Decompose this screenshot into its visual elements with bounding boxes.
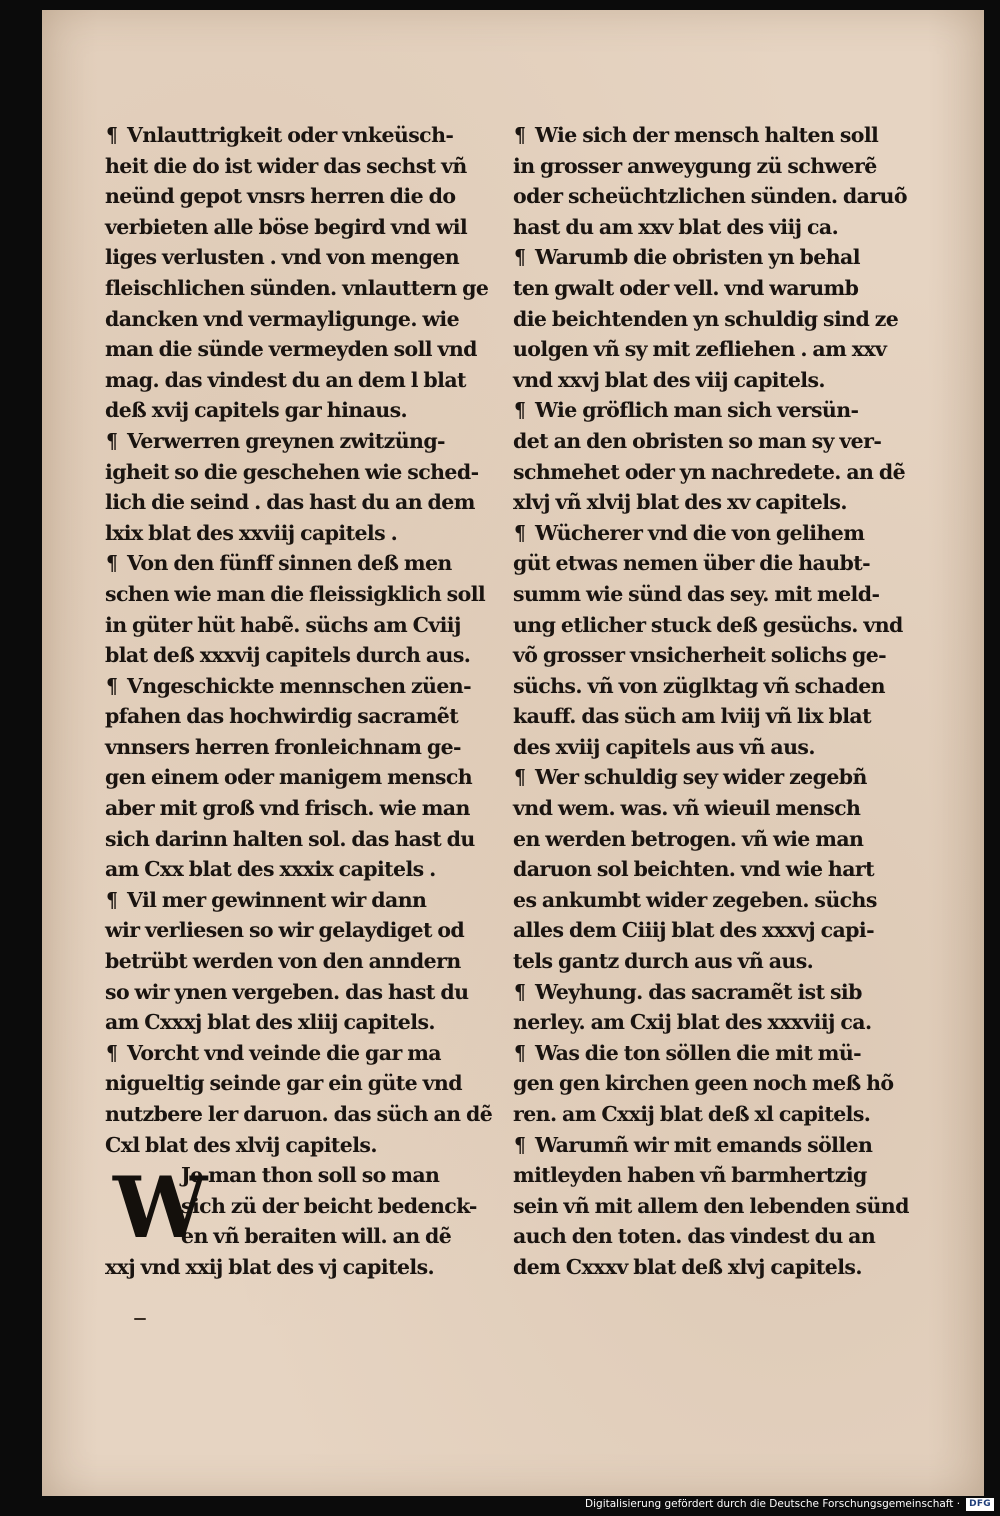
line-text: vnd wem. was. vñ wieuil mensch <box>513 796 861 821</box>
text-line <box>513 762 943 793</box>
line-text: am Cxx blat des xxxix capitels . <box>105 857 436 882</box>
line-text: es ankumbt wider zegeben. süchs <box>513 887 877 912</box>
text-line <box>105 151 535 182</box>
line-text: in güter hüt habẽ. süchs am Cviij <box>105 612 461 637</box>
line-text: schen wie man die fleissigklich soll <box>105 581 486 606</box>
text-line <box>105 181 535 212</box>
line-text: so wir ynen vergeben. das hast du <box>105 979 469 1004</box>
line-text: in grosser anweygung zü schwerẽ <box>513 153 877 178</box>
line-text: Vngeschickte mennschen züen- <box>127 673 471 698</box>
line-text: die beichtenden yn schuldig sind ze <box>513 306 899 331</box>
index-entry <box>105 1160 535 1282</box>
line-text: gen gen kirchen geen noch meß hõ <box>513 1071 894 1096</box>
text-line <box>513 1130 943 1161</box>
line-text: uolgen vñ sy mit zefliehen . am xxv <box>513 337 887 362</box>
paragraph-mark-icon: ¶ <box>106 673 118 698</box>
index-entry <box>513 977 943 1038</box>
index-entry <box>513 762 943 976</box>
text-line <box>513 946 943 977</box>
line-text: dancken vnd vermayligunge. wie <box>105 306 460 331</box>
line-text: Was die ton söllen die mit mü- <box>535 1040 862 1065</box>
index-entry <box>513 120 943 242</box>
paragraph-mark-icon: ¶ <box>106 1040 118 1065</box>
text-line <box>513 579 943 610</box>
text-line <box>105 762 535 793</box>
text-line <box>513 1099 943 1130</box>
text-line <box>513 548 943 579</box>
line-text: fleischlichen sünden. vnlauttern ge <box>105 275 489 300</box>
paragraph-mark-icon: ¶ <box>106 428 118 453</box>
right-text-column <box>513 120 943 1283</box>
line-text: vnd xxvj blat des viij capitels. <box>513 367 825 392</box>
text-line <box>513 181 943 212</box>
index-entry <box>105 120 535 426</box>
text-line <box>105 334 535 365</box>
line-text: verbieten alle böse begird vnd wil <box>105 214 468 239</box>
digitization-footer <box>585 1494 994 1514</box>
line-text: betrübt werden von den anndern <box>105 949 461 974</box>
text-line <box>513 487 943 518</box>
text-line <box>105 824 535 855</box>
text-line <box>105 548 535 579</box>
line-text: Je man thon soll so man <box>181 1163 440 1188</box>
index-entry <box>105 426 535 548</box>
paragraph-mark-icon: ¶ <box>514 765 526 790</box>
text-line <box>513 365 943 396</box>
text-line <box>105 854 535 885</box>
line-text: deß xvij capitels gar hinaus. <box>105 398 408 423</box>
line-text: wir verliesen so wir gelaydiget od <box>105 918 465 943</box>
text-line <box>105 885 535 916</box>
index-entry <box>513 1038 943 1130</box>
text-line <box>513 1221 943 1252</box>
text-line <box>513 915 943 946</box>
paragraph-mark-icon: ¶ <box>514 245 526 270</box>
text-line <box>513 793 943 824</box>
line-text: võ grosser vnsicherheit solichs ge- <box>513 643 887 668</box>
paragraph-mark-icon: ¶ <box>514 979 526 1004</box>
text-line <box>105 395 535 426</box>
text-line <box>513 120 943 151</box>
index-entry <box>105 548 535 670</box>
line-text: xlvj vñ xlvij blat des xv capitels. <box>513 490 847 515</box>
line-text: sein vñ mit allem den lebenden sünd <box>513 1193 909 1218</box>
text-line <box>105 946 535 977</box>
line-text: sich zü der beicht bedenck- <box>181 1193 477 1218</box>
line-text: lich die seind . das hast du an dem <box>105 490 475 515</box>
text-line <box>513 1007 943 1038</box>
text-line <box>105 1130 535 1161</box>
text-line <box>513 334 943 365</box>
line-text: daruon sol beichten. vnd wie hart <box>513 857 874 882</box>
text-line <box>513 977 943 1008</box>
text-line <box>105 915 535 946</box>
text-line <box>513 395 943 426</box>
text-line <box>513 1252 943 1283</box>
margin-ink-mark <box>134 1318 146 1320</box>
line-text: süchs. vñ von züglktag vñ schaden <box>513 673 885 698</box>
paragraph-mark-icon: ¶ <box>514 123 526 147</box>
text-line <box>105 1099 535 1130</box>
line-text: gen einem oder manigem mensch <box>105 765 473 790</box>
line-text: Weyhung. das sacramẽt ist sib <box>535 979 862 1004</box>
text-line <box>513 854 943 885</box>
index-entry <box>105 671 535 885</box>
line-text: Wer schuldig sey wider zegebñ <box>535 765 867 790</box>
text-line <box>513 457 943 488</box>
text-line <box>105 977 535 1008</box>
line-text: am Cxxxj blat des xliij capitels. <box>105 1010 435 1035</box>
line-text: nigueltig seinde gar ein güte vnd <box>105 1071 462 1096</box>
line-text: sich darinn halten sol. das hast du <box>105 826 475 851</box>
index-entry <box>513 395 943 517</box>
line-text: auch den toten. das vindest du an <box>513 1224 876 1249</box>
line-text: heit die do ist wider das sechst vñ <box>105 153 467 178</box>
text-line <box>513 1160 943 1191</box>
paragraph-mark-icon: ¶ <box>514 520 526 545</box>
line-text: pfahen das hochwirdig sacramẽt <box>105 704 459 729</box>
line-text: Cxl blat des xlvij capitels. <box>105 1132 377 1157</box>
line-text: vnnsers herren fronleichnam ge- <box>105 734 461 759</box>
text-line <box>513 151 943 182</box>
index-entry <box>513 1130 943 1283</box>
text-line <box>513 640 943 671</box>
paragraph-mark-icon: ¶ <box>106 123 118 147</box>
line-text: schmehet oder yn nachredete. an dẽ <box>513 459 906 484</box>
paragraph-mark-icon: ¶ <box>106 551 118 576</box>
line-text: Vnlauttrigkeit oder vnkeüsch- <box>127 123 454 147</box>
text-line <box>105 487 535 518</box>
text-line <box>105 793 535 824</box>
text-line <box>105 273 535 304</box>
line-text: neünd gepot vnsrs herren die do <box>105 184 456 209</box>
line-text: Wücherer vnd die von gelihem <box>535 520 865 545</box>
line-text: Vil mer gewinnent wir dann <box>127 887 427 912</box>
footer-credit-text: Digitalisierung gefördert durch die Deutsche Forschungsgemeinschaft · <box>585 1498 961 1510</box>
line-text: tels gantz durch aus vñ aus. <box>513 949 814 974</box>
text-line <box>513 518 943 549</box>
line-text: lxix blat des xxviij capitels . <box>105 520 398 545</box>
line-text: blat deß xxxvij capitels durch aus. <box>105 643 471 668</box>
line-text: ren. am Cxxij blat deß xl capitels. <box>513 1102 871 1126</box>
line-text: nutzbere ler daruon. das süch an dẽ <box>105 1102 493 1126</box>
text-line <box>105 120 535 151</box>
line-text: mitleyden haben vñ barmhertzig <box>513 1163 867 1188</box>
paragraph-mark-icon: ¶ <box>106 887 118 912</box>
text-line <box>105 304 535 335</box>
line-text: hast du am xxv blat des viij ca. <box>513 214 839 239</box>
line-text: kauff. das süch am lviij vñ lix blat <box>513 704 871 729</box>
index-entry <box>513 242 943 395</box>
text-line <box>105 457 535 488</box>
line-text: summ wie sünd das sey. mit meld- <box>513 581 880 606</box>
index-entry <box>513 518 943 763</box>
line-text: Wie sich der mensch halten soll <box>535 123 879 147</box>
text-line <box>105 518 535 549</box>
line-text: Von den fünff sinnen deß men <box>127 551 452 576</box>
line-text: dem Cxxxv blat deß xlvj capitels. <box>513 1254 862 1279</box>
text-line <box>105 701 535 732</box>
line-text: nerley. am Cxij blat des xxxviij ca. <box>513 1010 872 1035</box>
text-line <box>105 1038 535 1069</box>
index-entry <box>105 1038 535 1160</box>
line-text: igheit so die geschehen wie sched- <box>105 459 479 484</box>
text-line <box>105 640 535 671</box>
text-line <box>105 732 535 763</box>
text-line <box>513 1068 943 1099</box>
text-line <box>105 426 535 457</box>
text-line <box>513 242 943 273</box>
line-text: ung etlicher stuck deß gesüchs. vnd <box>513 612 903 637</box>
text-line <box>513 1038 943 1069</box>
text-line <box>513 273 943 304</box>
text-line <box>513 212 943 243</box>
decorated-initial: W <box>113 1158 207 1258</box>
index-entry <box>105 885 535 1038</box>
text-line <box>513 1191 943 1222</box>
line-text: Wie gröflich man sich versün- <box>535 398 859 423</box>
text-line <box>105 365 535 396</box>
text-line <box>513 885 943 916</box>
text-line <box>105 212 535 243</box>
line-text: güt etwas nemen über die haubt- <box>513 551 871 576</box>
text-line <box>513 732 943 763</box>
line-text: oder scheüchtzlichen sünden. daruõ <box>513 184 907 209</box>
line-text: Vorcht vnd veinde die gar ma <box>127 1040 441 1065</box>
text-line <box>105 1007 535 1038</box>
paragraph-mark-icon: ¶ <box>514 1040 526 1065</box>
text-line <box>105 610 535 641</box>
line-text: liges verlusten . vnd von mengen <box>105 245 460 270</box>
left-text-column <box>105 120 535 1283</box>
line-text: Verwerren greynen zwitzüng- <box>127 428 445 453</box>
text-line <box>105 242 535 273</box>
text-line <box>513 671 943 702</box>
text-line <box>105 579 535 610</box>
text-line <box>513 701 943 732</box>
text-line <box>513 824 943 855</box>
text-line <box>105 671 535 702</box>
text-line <box>105 1068 535 1099</box>
paragraph-mark-icon: ¶ <box>514 398 526 423</box>
line-text: man die sünde vermeyden soll vnd <box>105 337 477 362</box>
line-text: mag. das vindest du an dem l blat <box>105 367 466 392</box>
text-line <box>513 304 943 335</box>
line-text: alles dem Ciiij blat des xxxvj capi- <box>513 918 875 943</box>
text-line <box>513 426 943 457</box>
paragraph-mark-icon: ¶ <box>514 1132 526 1157</box>
line-text: ten gwalt oder vell. vnd warumb <box>513 275 859 300</box>
line-text: xxj vnd xxij blat des vj capitels. <box>105 1254 435 1279</box>
line-text: det an den obristen so man sy ver- <box>513 428 882 453</box>
text-line <box>513 610 943 641</box>
line-text: aber mit groß vnd frisch. wie man <box>105 796 470 821</box>
dfg-logo: DFG <box>966 1498 994 1511</box>
line-text: Warumñ wir mit emands söllen <box>535 1132 873 1157</box>
line-text: en vñ beraiten will. an dẽ <box>181 1224 452 1249</box>
line-text: Warumb die obristen yn behal <box>535 245 860 270</box>
line-text: des xviij capitels aus vñ aus. <box>513 734 815 759</box>
line-text: en werden betrogen. vñ wie man <box>513 826 864 851</box>
